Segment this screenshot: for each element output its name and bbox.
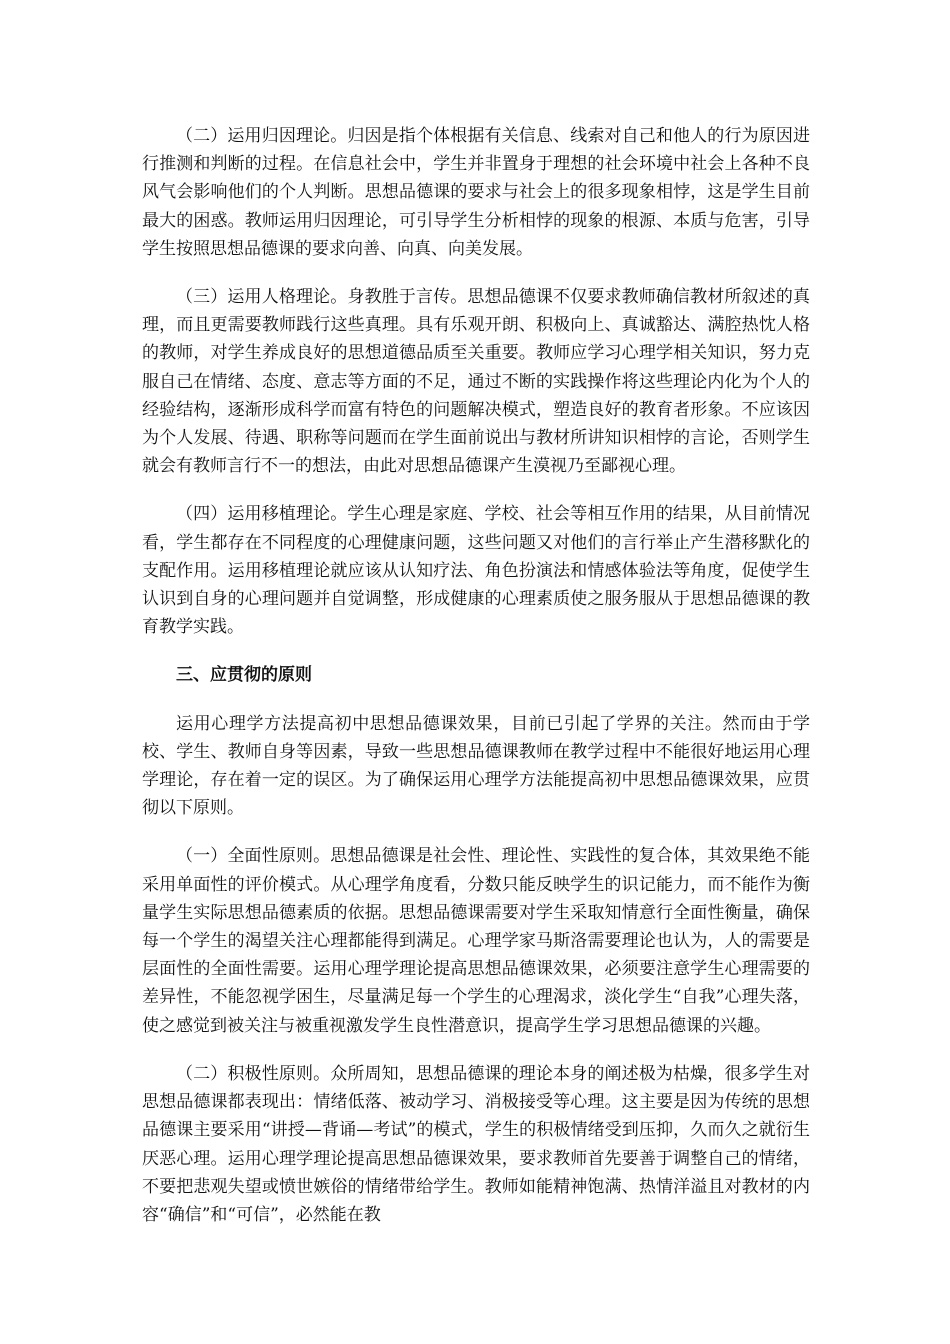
paragraph-attribution-theory: （二）运用归因理论。归因是指个体根据有关信息、线索对自己和他人的行为原因进行推测和判断的过程。在信息社会中，学生并非置身于理想的社会环境中社会上各种不良风气会影响他们的个人判断。思想品德课的要求与社会上的很多现象相悖，这是学生目前最大的困惑。教师运用归因理论，可引导学生分析相悖的现象的根源、本质与危害，引导学生按照思想品德课的要求向善、向真、向美发展。 (142, 126, 810, 259)
paragraph-positive-principle: （二）积极性原则。众所周知，思想品德课的理论本身的阐述极为枯燥，很多学生对思想品德课都表现出：情绪低落、被动学习、消极接受等心理。这主要是因为传统的思想品德课主要采用“讲授—背诵—考试”的模式，学生的积极情绪受到压抑，久而久之就衍生厌恶心理。运用心理学理论提高思想品德课效果，要求教师首先要善于调整自己的情绪，不要把悲观失望或愤世嫉俗的情绪带给学生。教师如能精神饱满、热情洋溢且对教材的内容“确信”和“可信”，必然能在教 (142, 1063, 810, 1225)
document-page (142, 122, 810, 1249)
section-heading-principles: 三、应贯彻的原则 (176, 665, 312, 686)
paragraph-personality-theory: （三）运用人格理论。身教胜于言传。思想品德课不仅要求教师确信教材所叙述的真理，而且更需要教师践行这些真理。具有乐观开朗、积极向上、真诚豁达、满腔热忱人格的教师，对学生养成良好的思想道德品质至关重要。教师应学习心理学相关知识，努力克服自己在情绪、态度、意志等方面的不足，通过不断的实践操作将这些理论内化为个人的经验结构，逐渐形成科学而富有特色的问题解决模式，塑造良好的教育者形象。不应该因为个人发展、待遇、职称等问题而在学生面前说出与教材所讲知识相悖的言论，否则学生就会有教师言行不一的想法，由此对思想品德课产生漠视乃至鄙视心理。 (142, 287, 810, 477)
paragraph-comprehensive-principle: （一）全面性原则。思想品德课是社会性、理论性、实践性的复合体，其效果绝不能采用单面性的评价模式。从心理学角度看，分数只能反映学生的识记能力，而不能作为衡量学生实际思想品德素质的依据。思想品德课需要对学生采取知情意行全面性衡量，确保每一个学生的渴望关注心理都能得到满足。心理学家马斯洛需要理论也认为，人的需要是层面性的全面性需要。运用心理学理论提高思想品德课效果，必须要注意学生心理需要的差异性，不能忽视学困生，尽量满足每一个学生的心理渴求，淡化学生“自我”心理失落，使之感觉到被关注与被重视激发学生良性潜意识，提高学生学习思想品德课的兴趣。 (142, 846, 810, 1036)
paragraph-principles-intro: 运用心理学方法提高初中思想品德课效果，目前已引起了学界的关注。然而由于学校、学生、教师自身等因素，导致一些思想品德课教师在教学过程中不能很好地运用心理学理论，存在着一定的误区。为了确保运用心理学方法能提高初中思想品德课效果，应贯彻以下原则。 (142, 713, 810, 819)
paragraph-transplant-theory: （四）运用移植理论。学生心理是家庭、学校、社会等相互作用的结果，从目前情况看，学生都存在不同程度的心理健康问题，这些问题又对他们的言行举止产生潜移默化的支配作用。运用移植理论就应该从认知疗法、角色扮演法和情感体验法等角度，促使学生认识到自身的心理问题并自觉调整，形成健康的心理素质使之服务服从于思想品德课的教育教学实践。 (142, 504, 810, 638)
